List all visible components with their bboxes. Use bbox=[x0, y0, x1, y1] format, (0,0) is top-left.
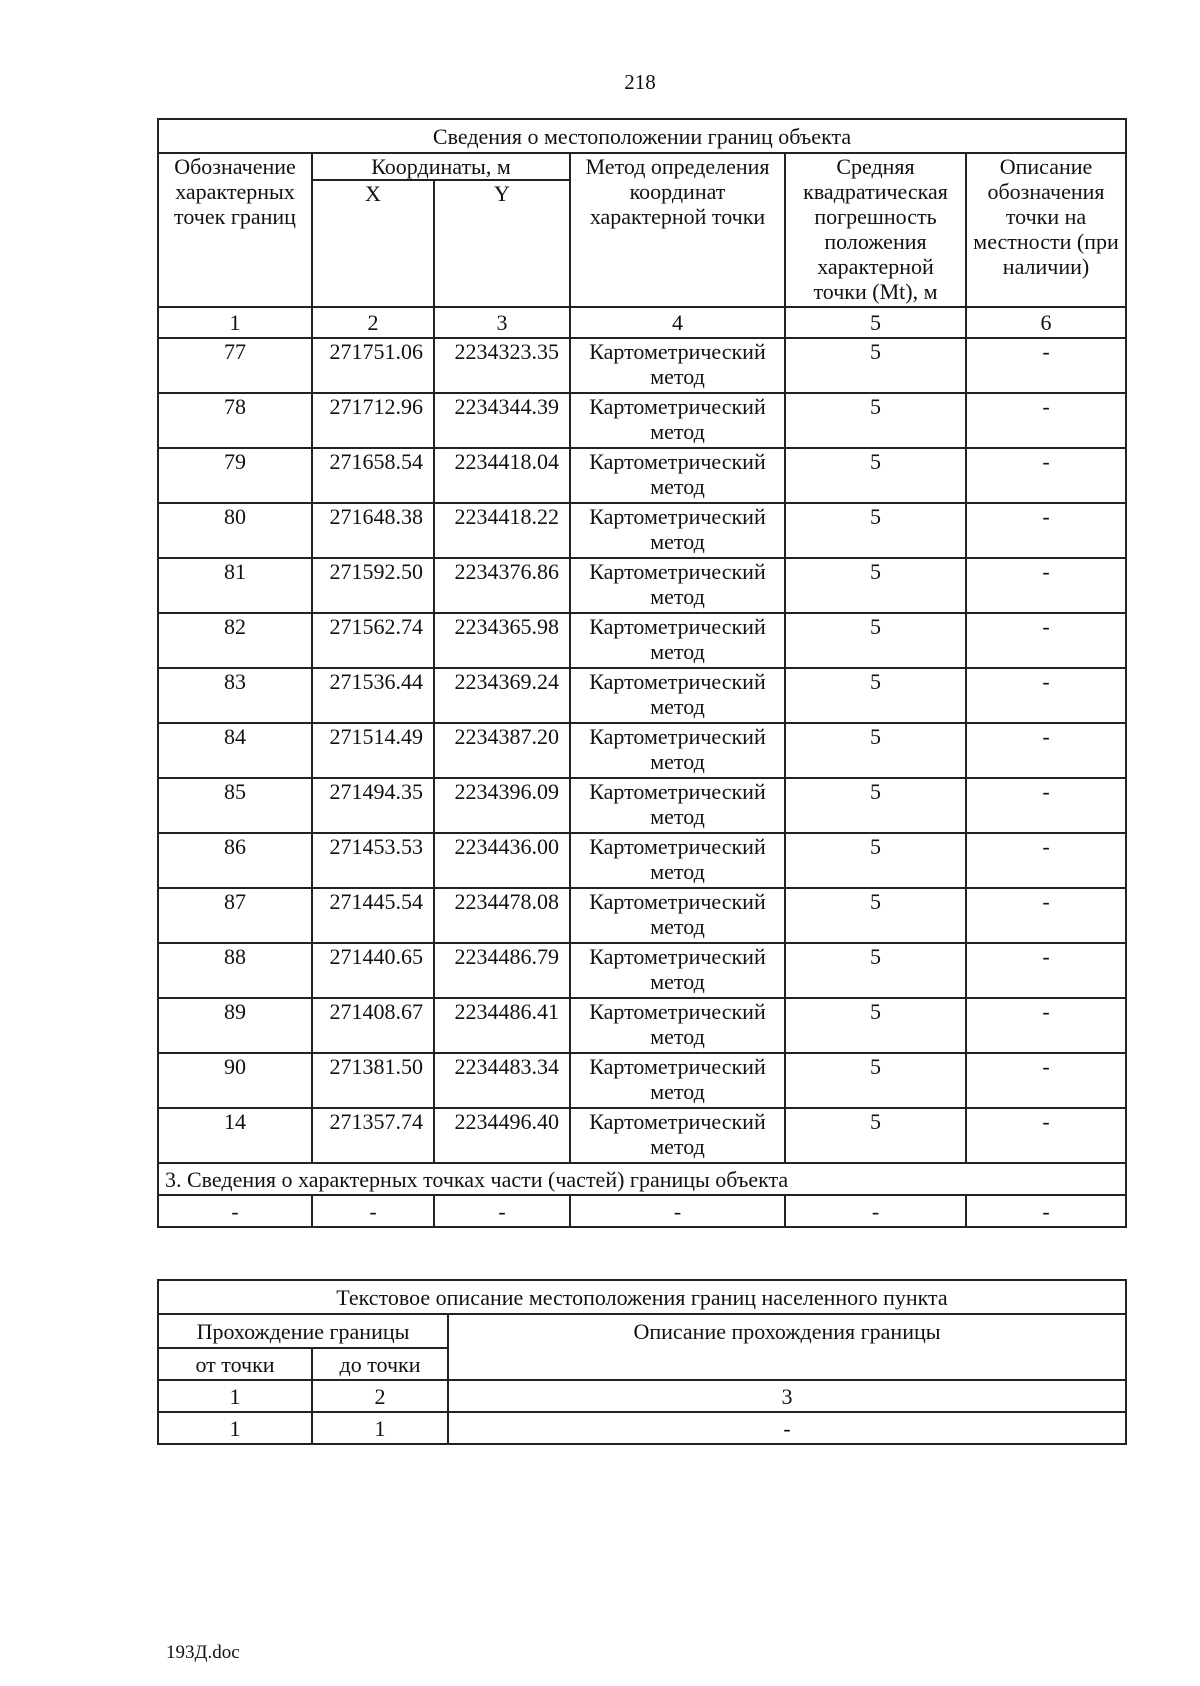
header-to-point: до точки bbox=[312, 1348, 448, 1380]
point-number: 79 bbox=[158, 448, 312, 503]
method: Картометрический метод bbox=[570, 558, 785, 613]
column-number: 1 bbox=[158, 307, 312, 338]
header-passage-description: Описание прохождения границы bbox=[448, 1314, 1126, 1380]
point-number: 77 bbox=[158, 338, 312, 393]
method: Картометрический метод bbox=[570, 668, 785, 723]
coordinate-x: 271408.67 bbox=[312, 998, 434, 1053]
point-description: - bbox=[966, 338, 1126, 393]
table-row bbox=[158, 778, 1126, 833]
coordinate-x: 271592.50 bbox=[312, 558, 434, 613]
mean-error: 5 bbox=[785, 1108, 966, 1163]
column-number: 2 bbox=[312, 307, 434, 338]
coordinate-y: 2234365.98 bbox=[434, 613, 570, 668]
mean-error: 5 bbox=[785, 778, 966, 833]
coordinate-x: 271536.44 bbox=[312, 668, 434, 723]
from-point: 1 bbox=[158, 1412, 312, 1444]
section-3-row bbox=[158, 1195, 1126, 1227]
method: Картометрический метод bbox=[570, 393, 785, 448]
method: Картометрический метод bbox=[570, 1053, 785, 1108]
coordinate-y: 2234486.41 bbox=[434, 998, 570, 1053]
mean-error: 5 bbox=[785, 668, 966, 723]
table-title: Сведения о местоположении границ объекта bbox=[158, 119, 1126, 153]
coordinate-x: 271712.96 bbox=[312, 393, 434, 448]
dash-cell: - bbox=[966, 1195, 1126, 1227]
coordinate-x: 271381.50 bbox=[312, 1053, 434, 1108]
point-description: - bbox=[966, 723, 1126, 778]
mean-error: 5 bbox=[785, 558, 966, 613]
point-description: - bbox=[966, 888, 1126, 943]
coordinate-y: 2234396.09 bbox=[434, 778, 570, 833]
method: Картометрический метод bbox=[570, 338, 785, 393]
coordinate-y: 2234376.86 bbox=[434, 558, 570, 613]
point-number: 82 bbox=[158, 613, 312, 668]
mean-error: 5 bbox=[785, 393, 966, 448]
coordinate-x: 271440.65 bbox=[312, 943, 434, 998]
mean-error: 5 bbox=[785, 833, 966, 888]
header-point-description: Описание обозначения точки на местности (при наличии) bbox=[966, 153, 1126, 307]
boundary-description-table bbox=[157, 1279, 1127, 1445]
table-row bbox=[158, 1108, 1126, 1163]
table-row bbox=[158, 613, 1126, 668]
boundary-points-table bbox=[157, 118, 1127, 1228]
table-row bbox=[158, 503, 1126, 558]
table-row bbox=[158, 448, 1126, 503]
point-number: 81 bbox=[158, 558, 312, 613]
table-row bbox=[158, 338, 1126, 393]
point-number: 80 bbox=[158, 503, 312, 558]
point-description: - bbox=[966, 558, 1126, 613]
method: Картометрический метод bbox=[570, 723, 785, 778]
method: Картометрический метод bbox=[570, 943, 785, 998]
dash-cell: - bbox=[312, 1195, 434, 1227]
column-number: 3 bbox=[448, 1380, 1126, 1412]
table-row bbox=[158, 1053, 1126, 1108]
point-description: - bbox=[966, 1053, 1126, 1108]
column-number: 1 bbox=[158, 1380, 312, 1412]
table-row bbox=[158, 393, 1126, 448]
column-number-row bbox=[158, 307, 1126, 338]
coordinate-y: 2234436.00 bbox=[434, 833, 570, 888]
coordinate-y: 2234418.04 bbox=[434, 448, 570, 503]
to-point: 1 bbox=[312, 1412, 448, 1444]
coordinate-x: 271562.74 bbox=[312, 613, 434, 668]
mean-error: 5 bbox=[785, 1053, 966, 1108]
coordinate-x: 271445.54 bbox=[312, 888, 434, 943]
mean-error: 5 bbox=[785, 888, 966, 943]
header-boundary-passage: Прохождение границы bbox=[158, 1314, 448, 1348]
page-number: 218 bbox=[624, 70, 656, 94]
header-y: Y bbox=[434, 180, 570, 307]
method: Картометрический метод bbox=[570, 778, 785, 833]
mean-error: 5 bbox=[785, 998, 966, 1053]
method: Картометрический метод bbox=[570, 448, 785, 503]
column-number-row bbox=[158, 1380, 1126, 1412]
coordinate-y: 2234387.20 bbox=[434, 723, 570, 778]
point-number: 85 bbox=[158, 778, 312, 833]
coordinate-y: 2234418.22 bbox=[434, 503, 570, 558]
point-number: 89 bbox=[158, 998, 312, 1053]
point-description: - bbox=[966, 448, 1126, 503]
coordinate-x: 271658.54 bbox=[312, 448, 434, 503]
column-number: 5 bbox=[785, 307, 966, 338]
coordinate-y: 2234496.40 bbox=[434, 1108, 570, 1163]
header-method: Метод определения координат характерной точки bbox=[570, 153, 785, 307]
dash-cell: - bbox=[570, 1195, 785, 1227]
method: Картометрический метод bbox=[570, 888, 785, 943]
coordinate-y: 2234369.24 bbox=[434, 668, 570, 723]
header-mean-error: Средняя квадратическая погрешность положения характерной точки (Mt), м bbox=[785, 153, 966, 307]
header-coordinates: Координаты, м bbox=[312, 153, 570, 180]
mean-error: 5 bbox=[785, 338, 966, 393]
table-row bbox=[158, 558, 1126, 613]
point-description: - bbox=[966, 613, 1126, 668]
mean-error: 5 bbox=[785, 943, 966, 998]
point-number: 78 bbox=[158, 393, 312, 448]
point-number: 14 bbox=[158, 1108, 312, 1163]
point-number: 90 bbox=[158, 1053, 312, 1108]
table-row bbox=[158, 833, 1126, 888]
header-from-point: от точки bbox=[158, 1348, 312, 1380]
point-description: - bbox=[966, 503, 1126, 558]
point-description: - bbox=[966, 1108, 1126, 1163]
coordinate-x: 271514.49 bbox=[312, 723, 434, 778]
column-number: 2 bbox=[312, 1380, 448, 1412]
method: Картометрический метод bbox=[570, 613, 785, 668]
coordinate-x: 271453.53 bbox=[312, 833, 434, 888]
method: Картометрический метод bbox=[570, 1108, 785, 1163]
point-description: - bbox=[966, 668, 1126, 723]
table-row bbox=[158, 888, 1126, 943]
point-description: - bbox=[966, 778, 1126, 833]
passage-description: - bbox=[448, 1412, 1126, 1444]
point-number: 87 bbox=[158, 888, 312, 943]
coordinate-y: 2234486.79 bbox=[434, 943, 570, 998]
mean-error: 5 bbox=[785, 723, 966, 778]
coordinate-y: 2234483.34 bbox=[434, 1053, 570, 1108]
column-number: 3 bbox=[434, 307, 570, 338]
table-row bbox=[158, 668, 1126, 723]
column-number: 4 bbox=[570, 307, 785, 338]
mean-error: 5 bbox=[785, 503, 966, 558]
footer-filename: 193Д.doc bbox=[166, 1642, 240, 1663]
mean-error: 5 bbox=[785, 613, 966, 668]
table-row bbox=[158, 723, 1126, 778]
coordinate-x: 271648.38 bbox=[312, 503, 434, 558]
table-row bbox=[158, 1412, 1126, 1444]
point-number: 88 bbox=[158, 943, 312, 998]
coordinate-x: 271494.35 bbox=[312, 778, 434, 833]
column-number: 6 bbox=[966, 307, 1126, 338]
method: Картометрический метод bbox=[570, 503, 785, 558]
dash-cell: - bbox=[434, 1195, 570, 1227]
mean-error: 5 bbox=[785, 448, 966, 503]
dash-cell: - bbox=[158, 1195, 312, 1227]
point-number: 86 bbox=[158, 833, 312, 888]
table-row bbox=[158, 943, 1126, 998]
coordinate-x: 271751.06 bbox=[312, 338, 434, 393]
method: Картометрический метод bbox=[570, 833, 785, 888]
point-number: 83 bbox=[158, 668, 312, 723]
coordinate-y: 2234344.39 bbox=[434, 393, 570, 448]
point-description: - bbox=[966, 998, 1126, 1053]
point-description: - bbox=[966, 393, 1126, 448]
header-point-designation: Обозначение характерных точек границ bbox=[158, 153, 312, 307]
coordinate-y: 2234478.08 bbox=[434, 888, 570, 943]
method: Картометрический метод bbox=[570, 998, 785, 1053]
dash-cell: - bbox=[785, 1195, 966, 1227]
point-number: 84 bbox=[158, 723, 312, 778]
coordinate-y: 2234323.35 bbox=[434, 338, 570, 393]
table-row bbox=[158, 998, 1126, 1053]
table-title: Текстовое описание местоположения границ населенного пункта bbox=[158, 1280, 1126, 1314]
coordinate-x: 271357.74 bbox=[312, 1108, 434, 1163]
section-3-title: 3. Сведения о характерных точках части (частей) границы объекта bbox=[158, 1163, 1126, 1195]
header-x: X bbox=[312, 180, 434, 307]
point-description: - bbox=[966, 943, 1126, 998]
point-description: - bbox=[966, 833, 1126, 888]
